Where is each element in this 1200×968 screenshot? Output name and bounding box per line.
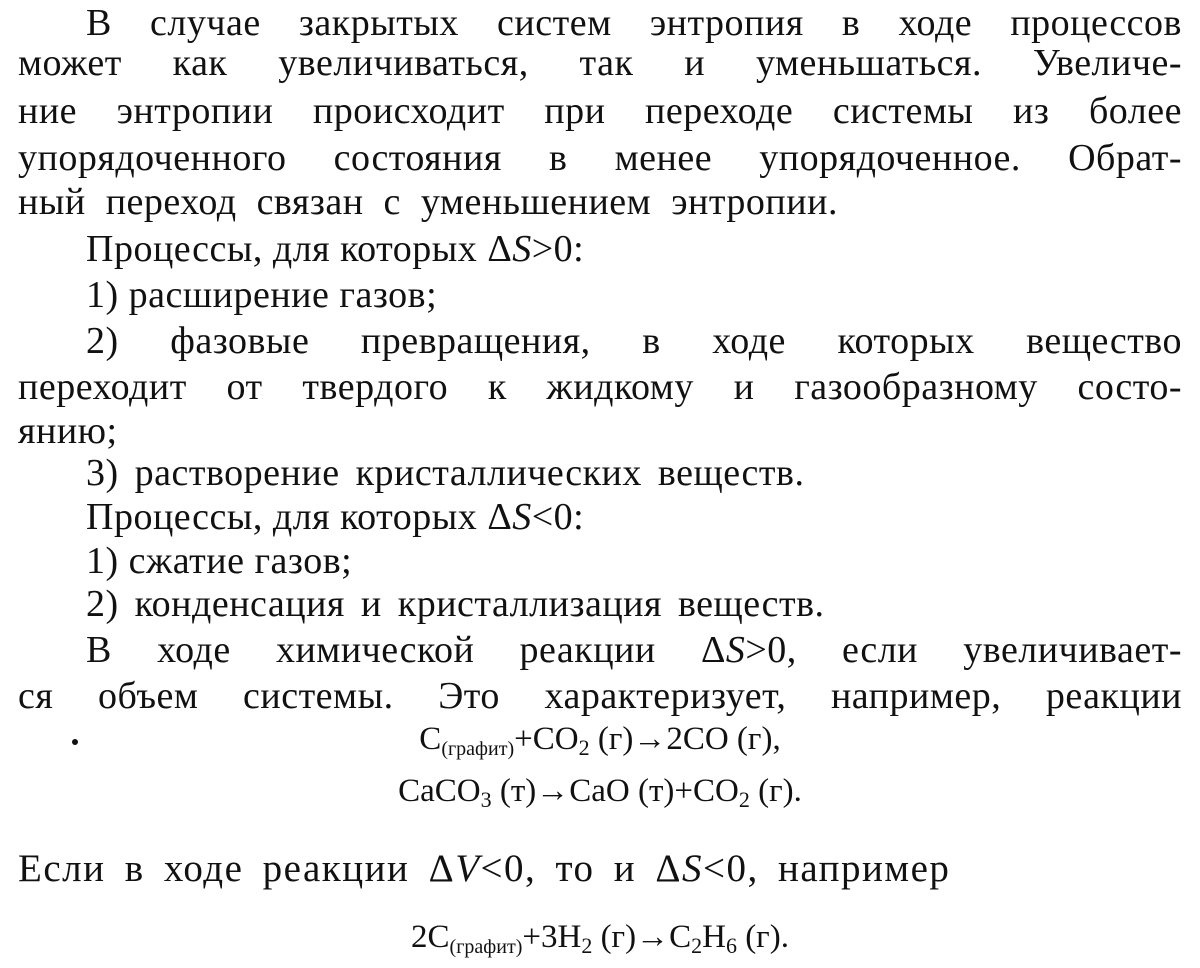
eq2-term: (т)→CaO (т)+CO — [491, 773, 739, 809]
eq2-subscript: 3 — [480, 787, 492, 812]
eq2-term: (г). — [749, 773, 802, 809]
relation: <0: — [531, 496, 585, 538]
paragraph1-line4: упорядоченного состояния в менее упорядоченное. Обрат- — [18, 137, 1182, 179]
eq1-term: (г)→2CO (г), — [589, 721, 781, 757]
positive-item-3: 3) растворение кристаллических веществ. — [86, 452, 805, 494]
eq3-subscript: (графит) — [449, 936, 523, 958]
eq1-term: C — [419, 721, 442, 757]
positive-heading-text: Процессы, для которых — [86, 228, 488, 270]
positive-item-2-cont: переходит от твердого к жидкому и газообразному состо- — [18, 366, 1182, 408]
delta-symbol: Δ — [428, 847, 456, 890]
positive-item-1: 1) расширение газов; — [86, 274, 438, 316]
volume-text-prefix: Если в ходе реакции — [18, 847, 429, 890]
eq3-subscript: 2 — [691, 933, 703, 958]
reaction-text-prefix: В ходе химической реакции — [86, 629, 701, 671]
delta-symbol: Δ — [700, 629, 726, 671]
eq3-subscript: 6 — [725, 933, 737, 958]
negative-item-2: 2) конденсация и кристаллизация веществ. — [86, 583, 825, 625]
relation: >0: — [531, 228, 585, 270]
positive-item-2-end: янию; — [18, 410, 118, 452]
eq3-term: 2C — [411, 919, 450, 955]
paragraph1-line5: ный переход связан с уменьшением энтропии. — [18, 181, 838, 223]
delta-symbol: Δ — [487, 228, 513, 270]
paragraph1-line2: может как увеличиваться, так и уменьшаться. Увеличе- — [18, 42, 1182, 84]
eq3-term: (г). — [736, 919, 789, 955]
eq3-term: +3H — [522, 919, 582, 955]
equation-1 — [0, 718, 1200, 770]
eq1-subscript: 2 — [578, 735, 590, 760]
reaction-text-line1 — [86, 627, 1182, 673]
reaction-text-line2: ся объем системы. Это характеризует, например, реакции — [18, 675, 1182, 717]
equation-3 — [0, 916, 1200, 968]
positive-item-2: 2) фазовые превращения, в ходе которых вещество — [86, 320, 1182, 362]
eq2-subscript: 2 — [738, 787, 750, 812]
entropy-symbol: S — [512, 496, 532, 538]
volume-text-suffix: <0, например — [703, 847, 951, 890]
positive-heading — [86, 226, 584, 272]
delta-symbol: Δ — [487, 496, 513, 538]
negative-heading — [86, 494, 584, 540]
negative-item-1: 1) сжатие газов; — [86, 540, 353, 582]
eq2-term: CaCO — [398, 773, 481, 809]
eq1-term: +CO — [514, 721, 579, 757]
volume-text — [18, 846, 1182, 892]
volume-symbol: V — [455, 847, 481, 890]
negative-heading-text: Процессы, для которых — [86, 496, 488, 538]
paragraph1-line3: ние энтропии происходит при переходе системы из более — [18, 90, 1182, 132]
entropy-symbol: S — [682, 847, 704, 890]
entropy-symbol: S — [725, 629, 746, 671]
equation-2 — [0, 770, 1200, 821]
eq3-term: H — [702, 919, 726, 955]
eq1-subscript: (графит) — [441, 738, 515, 760]
eq3-term: (г)→C — [592, 919, 692, 955]
paragraph1-line1: В случае закрытых систем энтропия в ходе процессов — [86, 2, 1182, 44]
entropy-symbol: S — [512, 228, 532, 270]
volume-text-middle: <0, то и — [480, 847, 656, 890]
eq3-subscript: 2 — [581, 933, 593, 958]
delta-symbol: Δ — [655, 847, 683, 890]
reaction-text-suffix: >0, если увеличивает- — [745, 629, 1182, 671]
